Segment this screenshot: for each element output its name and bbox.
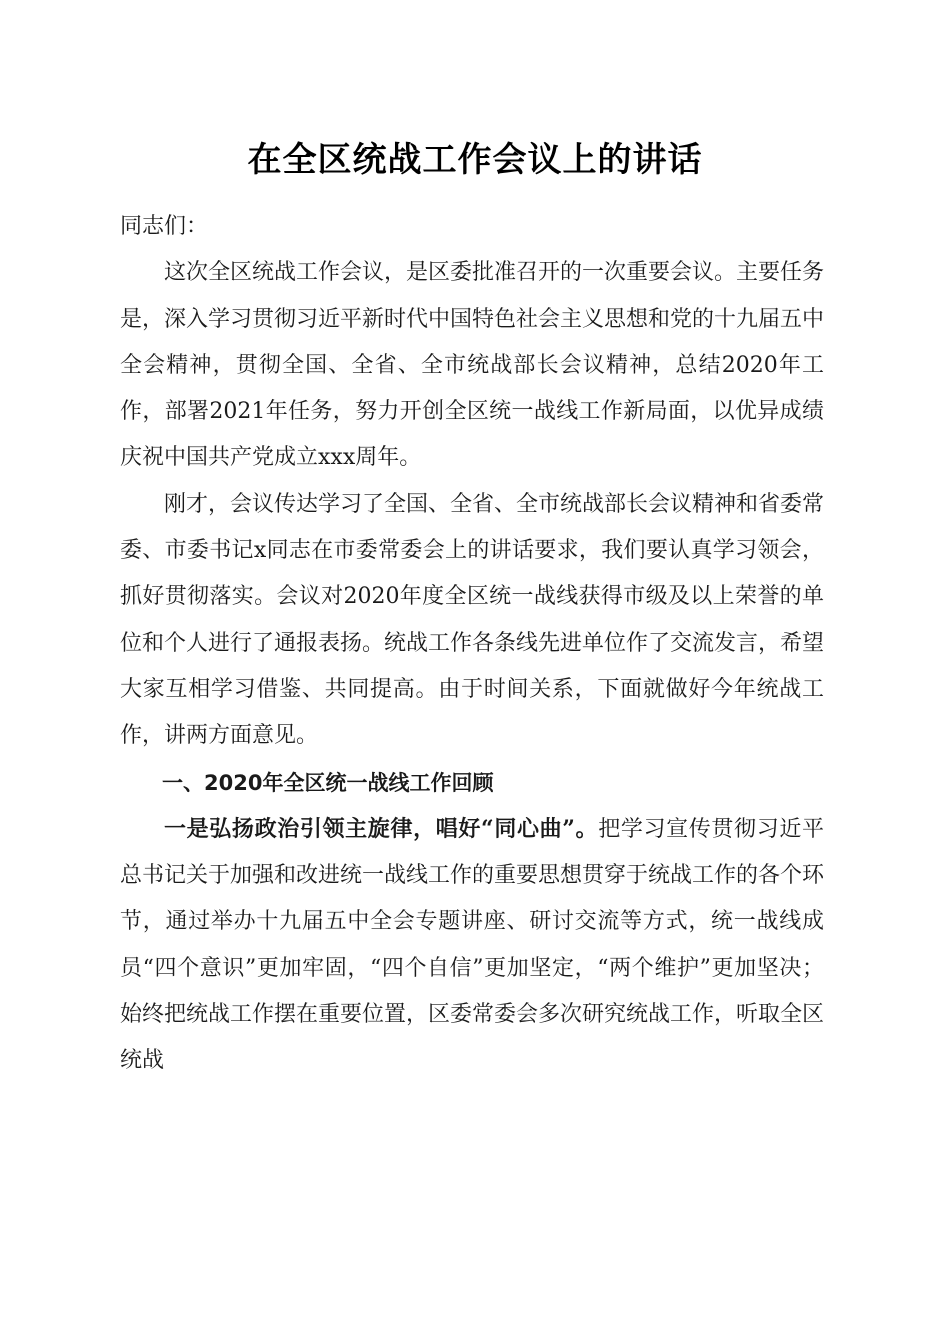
document-body <box>120 204 824 1085</box>
salutation: 同志们： <box>120 214 209 239</box>
paragraph-section-one <box>120 806 824 1085</box>
paragraph-intro: 这次全区统战工作会议，是区委批准召开的一次重要会议。主要任务是，深入学习贯彻习近平新时代中国特色社会主义思想和党的十九届五中全会精神，贯彻全国、全省、全市统战部长会议精神，总结2020年工作，部署2021年任务，努力开创全区统一战线工作新局面，以优异成绩庆祝中国共产党成立xxx周年。 <box>120 260 825 471</box>
paragraph-lead: 一是弘扬政治引领主旋律，唱好“同心曲”。 <box>164 815 599 842</box>
document-title: 在全区统战工作会议上的讲话 <box>247 140 703 180</box>
paragraph-text: 把学习宣传贯彻习近平总书记关于加强和改进统一战线工作的重要思想贯穿于统战工作的各个环节，通过举办十九届五中全会专题讲座、研讨交流等方式，统一战线成员“四个意识”更加牢固，“四个自信”更加坚定，“两个维护”更加坚决；始终把统战工作摆在重要位置，区委常委会多次研究统战工作，听取全区统战 <box>120 816 825 1074</box>
paragraph-meeting-summary: 刚才，会议传达学习了全国、全省、全市统战部长会议精神和省委常委、市委书记x同志在市委常委会上的讲话要求，我们要认真学习领会，抓好贯彻落实。会议对2020年度全区统一战线获得市级及以上荣誉的单位和个人进行了通报表扬。统战工作各条线先进单位作了交流发言，希望大家互相学习借鉴、共同提高。由于时间关系，下面就做好今年统战工作，讲两方面意见。 <box>120 491 825 749</box>
section-heading: 一、2020年全区统一战线工作回顾 <box>162 770 494 795</box>
